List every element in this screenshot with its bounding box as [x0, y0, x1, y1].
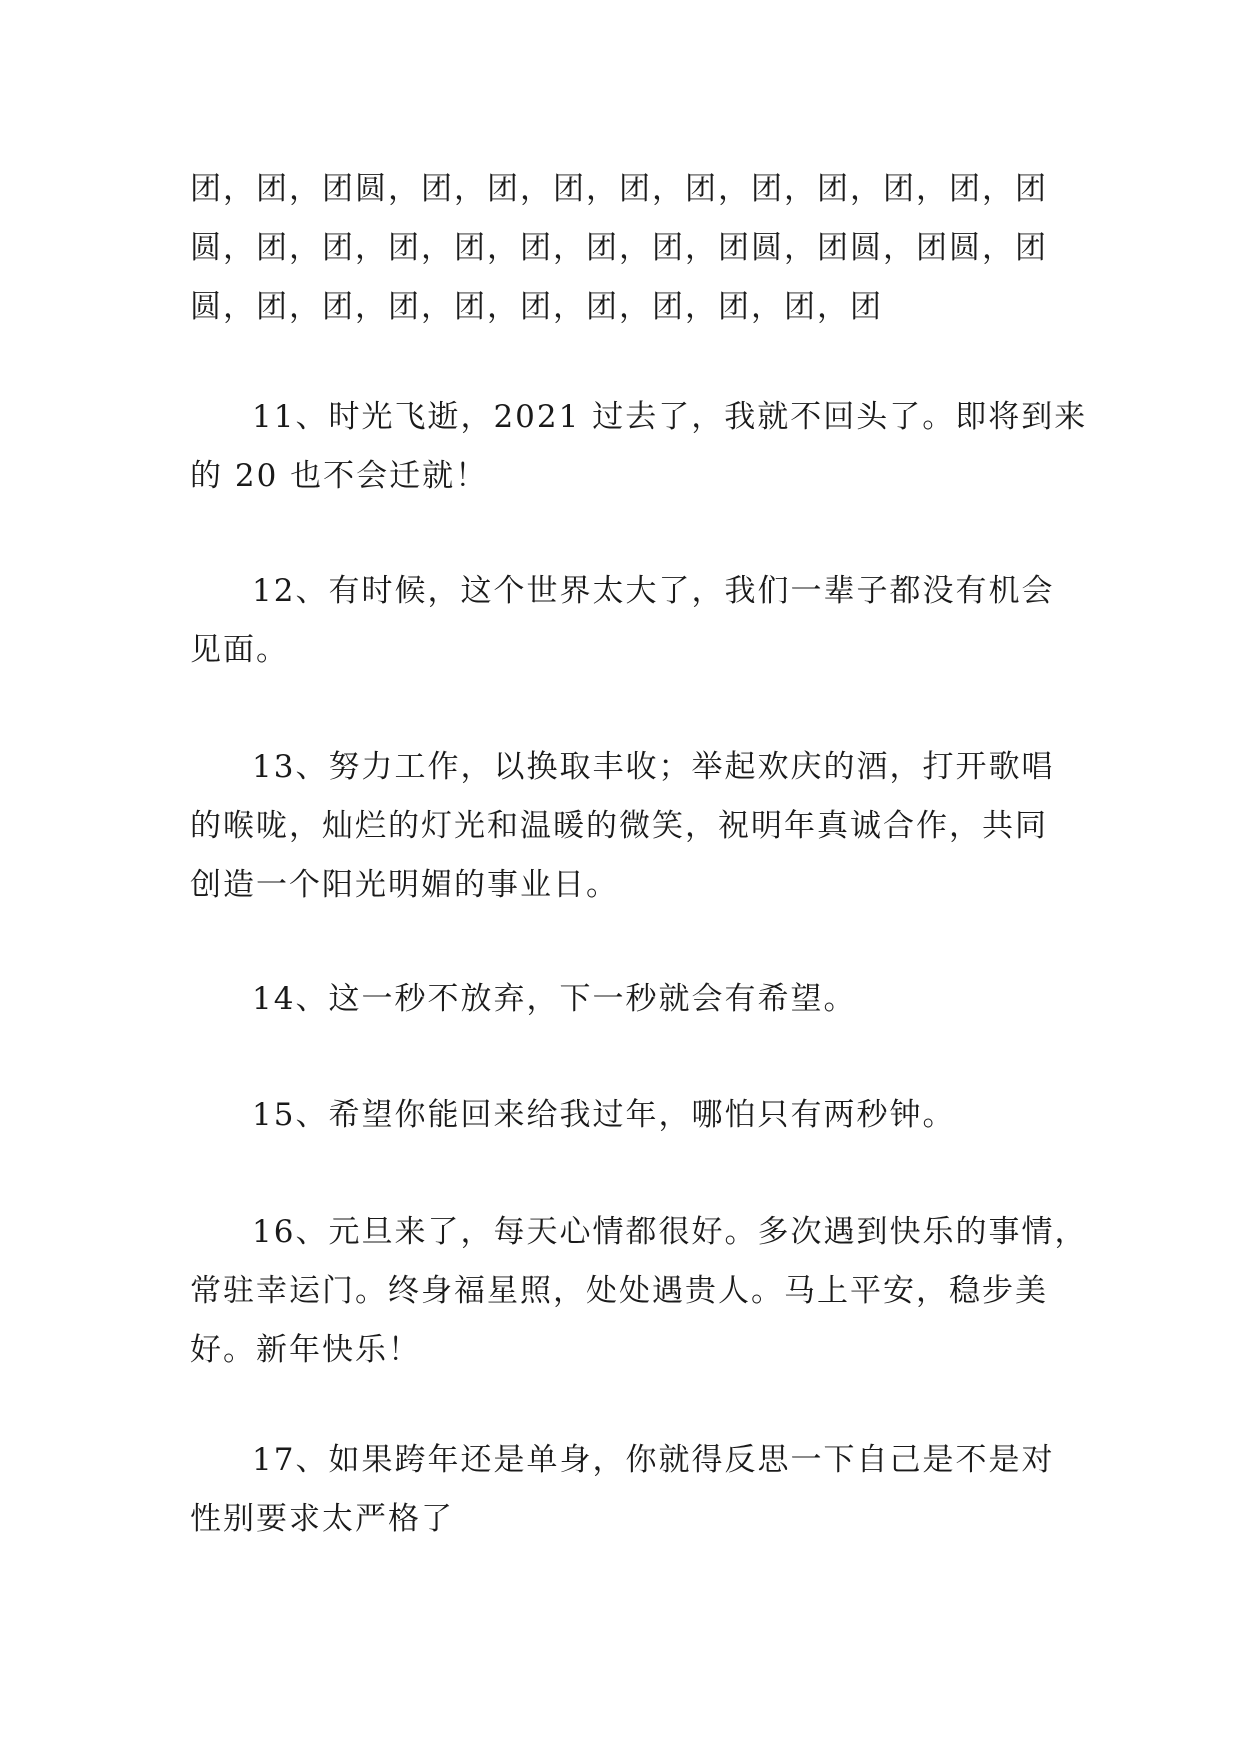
text-line: 的 20 也不会迁就！ — [190, 458, 489, 494]
paragraph-17 — [190, 1431, 1055, 1549]
text-line: 16、元旦来了，每天心情都很好。多次遇到快乐的事情， — [252, 1214, 1088, 1250]
text-line: 常驻幸运门。终身福星照，处处遇贵人。马上平安，稳步美 — [190, 1273, 1048, 1309]
text-line: 圆，团，团，团，团，团，团，团，团圆，团圆，团圆，团 — [190, 230, 1048, 266]
text-line: 13、努力工作，以换取丰收；举起欢庆的酒，打开歌唱 — [252, 749, 1055, 785]
text-line: 性别要求太严格了 — [190, 1501, 454, 1537]
text-line: 见面。 — [190, 632, 289, 668]
text-line: 好。新年快乐！ — [190, 1332, 421, 1368]
paragraph-11 — [190, 388, 1088, 506]
intro-paragraph — [190, 160, 1050, 337]
paragraph-14 — [190, 970, 1050, 1029]
text-line: 团，团，团圆，团，团，团，团，团，团，团，团，团，团 — [190, 171, 1048, 207]
text-line: 创造一个阳光明媚的事业日。 — [190, 867, 619, 903]
text-line: 的喉咙，灿烂的灯光和温暖的微笑，祝明年真诚合作，共同 — [190, 808, 1048, 844]
text-line: 15、希望你能回来给我过年，哪怕只有两秒钟。 — [252, 1097, 956, 1133]
paragraph-13 — [190, 738, 1055, 915]
text-line: 14、这一秒不放弃，下一秒就会有希望。 — [252, 981, 857, 1017]
text-line: 12、有时候，这个世界太大了，我们一辈子都没有机会 — [252, 573, 1055, 609]
paragraph-16 — [190, 1203, 1088, 1380]
paragraph-12 — [190, 562, 1055, 680]
text-line: 17、如果跨年还是单身，你就得反思一下自己是不是对 — [252, 1442, 1055, 1478]
paragraph-15 — [190, 1086, 1050, 1145]
text-line: 11、时光飞逝，2021 过去了，我就不回头了。即将到来 — [252, 399, 1088, 435]
text-line: 圆，团，团，团，团，团，团，团，团，团，团 — [190, 289, 883, 325]
